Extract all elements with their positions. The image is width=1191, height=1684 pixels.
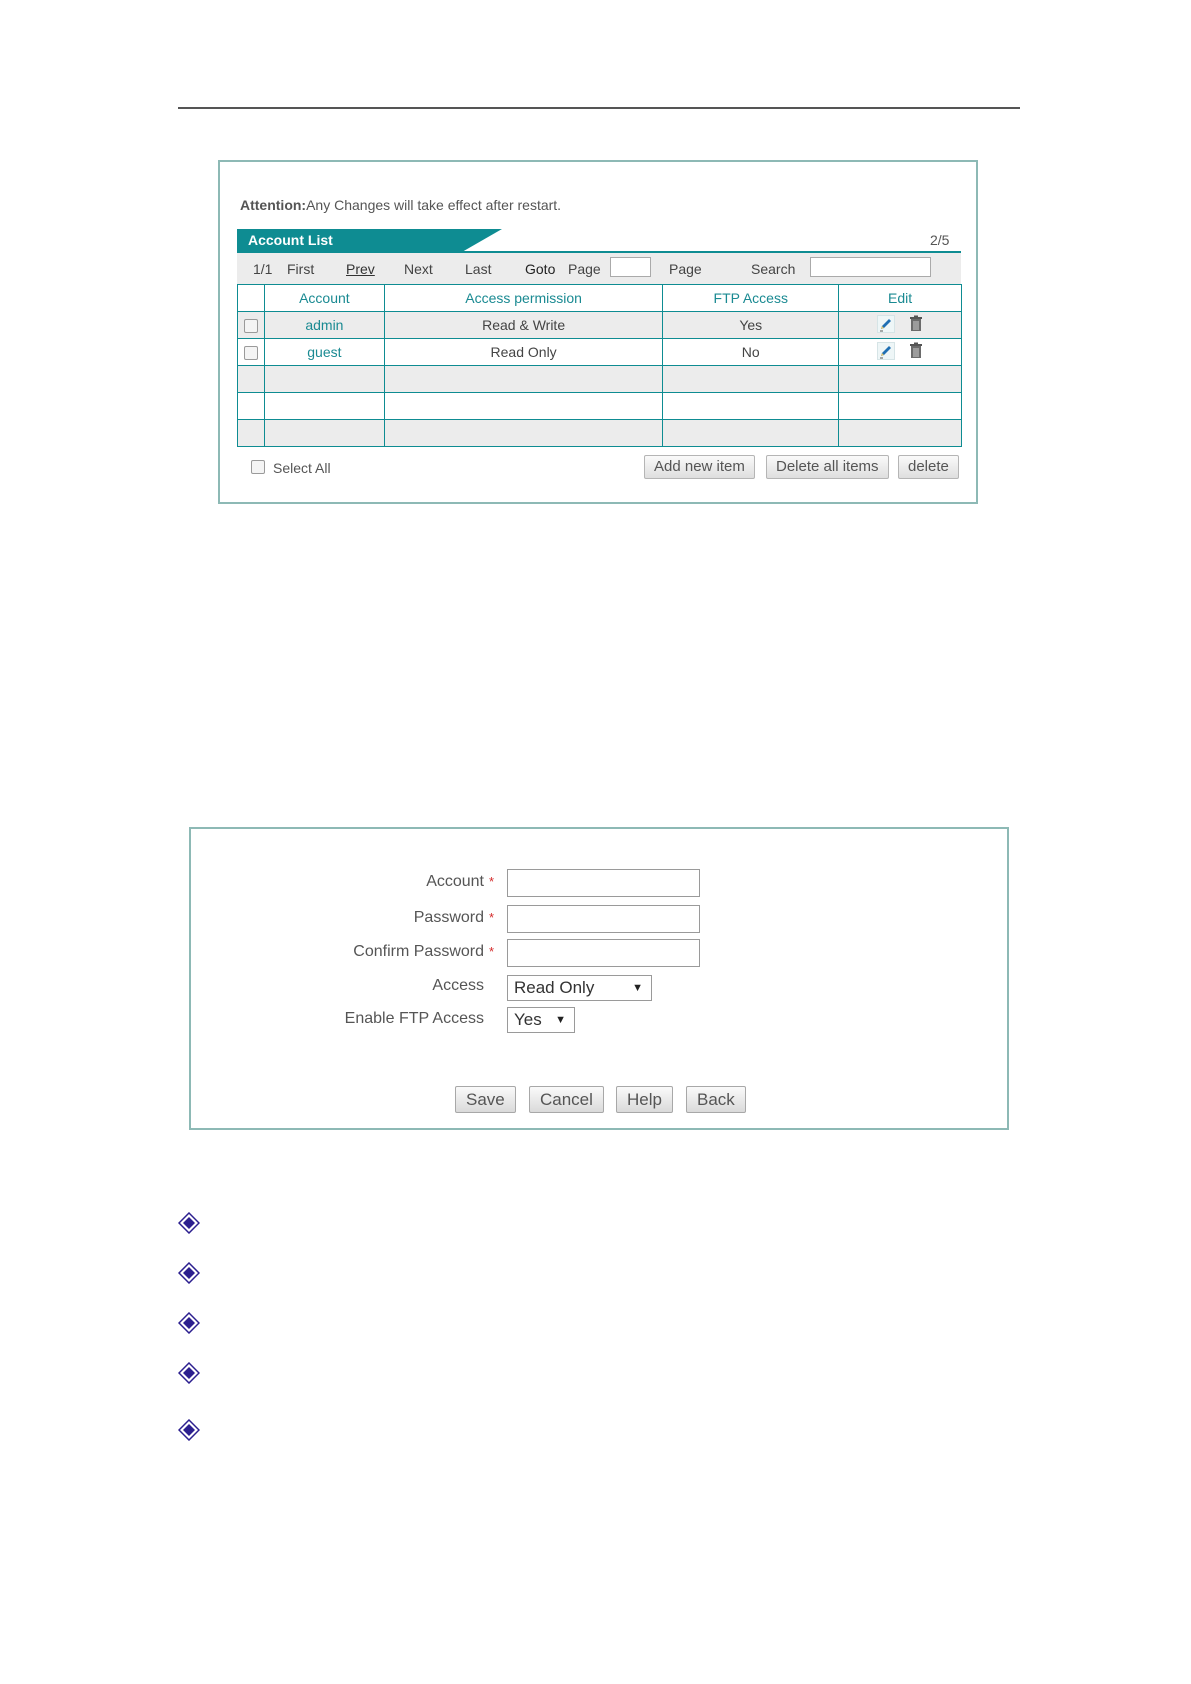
ftp-access-select[interactable] [507, 1007, 575, 1033]
pager-last[interactable]: Last [465, 261, 492, 277]
select-all-checkbox[interactable] [251, 460, 265, 474]
select-all-label: Select All [273, 460, 331, 476]
trash-icon[interactable] [909, 342, 923, 359]
ftp-access: No [663, 339, 839, 366]
account-label: Account [426, 873, 484, 890]
pager-bar [237, 253, 961, 284]
pencil-icon[interactable] [877, 342, 895, 360]
access-select[interactable] [507, 975, 652, 1001]
required-mark: * [489, 944, 495, 959]
account-list-title: Account List [248, 232, 333, 248]
attention-label: Attention: [240, 197, 307, 213]
delete-all-items-button[interactable]: Delete all items [766, 455, 889, 479]
confirm-password-label: Confirm Password [353, 943, 484, 960]
pager-next[interactable]: Next [404, 261, 433, 277]
ftp-access: Yes [663, 312, 839, 339]
empty-table-row [238, 366, 962, 393]
attention-notice [240, 197, 561, 213]
diamond-icon [178, 1262, 200, 1284]
select-all[interactable] [251, 460, 331, 476]
back-button[interactable]: Back [686, 1086, 746, 1113]
row-checkbox[interactable] [244, 319, 258, 333]
column-header-ftp[interactable]: FTP Access [663, 285, 839, 312]
enable-ftp-label: Enable FTP Access [344, 1010, 484, 1027]
pager-goto[interactable]: Goto [525, 261, 556, 277]
goto-page-input[interactable] [610, 257, 651, 277]
diamond-icon [178, 1312, 200, 1334]
column-header-permission[interactable]: Access permission [384, 285, 663, 312]
attention-text: Any Changes will take effect after restart. [306, 197, 562, 213]
table-row [238, 312, 962, 339]
search-label: Search [751, 261, 796, 277]
add-new-item-button[interactable]: Add new item [644, 455, 755, 479]
empty-table-row [238, 393, 962, 420]
account-table [237, 284, 962, 447]
trash-icon[interactable] [909, 315, 923, 332]
save-button[interactable]: Save [455, 1086, 516, 1113]
column-header-account[interactable]: Account [264, 285, 384, 312]
required-mark: * [489, 910, 495, 925]
delete-button[interactable]: delete [898, 455, 959, 479]
page-header-rule [178, 107, 1020, 109]
help-button[interactable]: Help [616, 1086, 673, 1113]
pager-prev[interactable]: Prev [346, 261, 375, 277]
account-list-tab-tail [462, 229, 502, 252]
pager-page-label: Page [568, 261, 601, 277]
confirm-password-input[interactable] [507, 939, 700, 967]
row-checkbox[interactable] [244, 346, 258, 360]
pager-first[interactable]: First [287, 261, 315, 277]
account-input[interactable] [507, 869, 700, 897]
access-permission: Read Only [384, 339, 663, 366]
diamond-icon [178, 1362, 200, 1384]
pager-position: 1/1 [253, 261, 273, 277]
account-name[interactable]: admin [305, 317, 344, 333]
empty-table-row [238, 420, 962, 447]
header-select-cell [238, 285, 265, 312]
diamond-icon [178, 1419, 200, 1441]
password-label: Password [413, 909, 484, 926]
dropdown-arrow-icon: ▼ [555, 1014, 566, 1026]
required-mark: * [489, 874, 495, 889]
search-input[interactable] [810, 257, 931, 277]
access-label: Access [432, 977, 484, 994]
page-count: 2/5 [930, 232, 950, 248]
column-header-edit: Edit [839, 285, 962, 312]
ftp-selected-value: Yes [514, 1010, 542, 1029]
dropdown-arrow-icon: ▼ [632, 982, 643, 994]
diamond-icon [178, 1212, 200, 1234]
cancel-button[interactable]: Cancel [529, 1086, 604, 1113]
access-selected-value: Read Only [514, 978, 595, 997]
password-input[interactable] [507, 905, 700, 933]
access-permission: Read & Write [384, 312, 663, 339]
account-name[interactable]: guest [307, 344, 342, 360]
pencil-icon[interactable] [877, 315, 895, 333]
pager-page-suffix: Page [669, 261, 702, 277]
table-row [238, 339, 962, 366]
table-header-row [238, 285, 962, 312]
